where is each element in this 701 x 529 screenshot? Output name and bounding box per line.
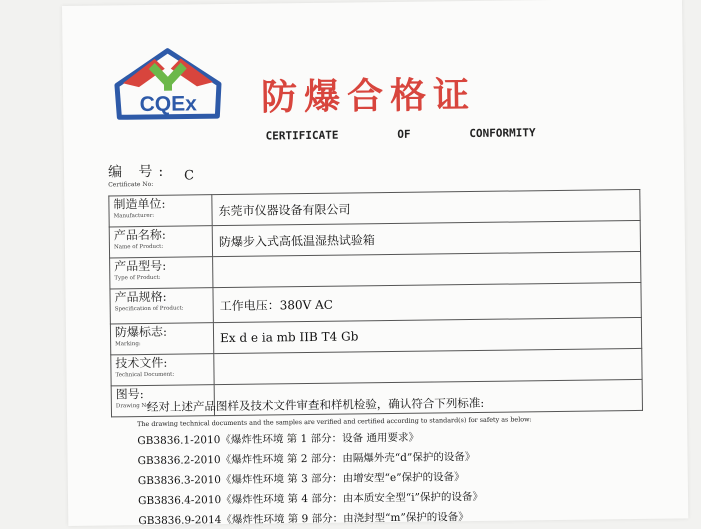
row-label-en: Type of Product: [114, 274, 161, 282]
row-label [110, 323, 213, 355]
logo-green-y [149, 62, 187, 90]
intro-text-en: The drawing technical documents and the samples are verified and certified according to standard(s) for safety as below: [137, 415, 532, 429]
row-value-manufacturer: 东莞市仪器设备有限公司 [212, 189, 640, 225]
certificate-no-value: C [183, 168, 195, 184]
standard-item: GB3836.2-2010《爆炸性环境 第 2 部分：由隔爆外壳“d”保护的设备》 [137, 450, 476, 468]
certificate-title-cn: 防爆合格证 [260, 73, 477, 119]
intro-text-cn: 经对上述产品图样及技术文件审查和样机检验，确认符合下列标准: [146, 395, 485, 414]
row-value-specification: 工作电压：380V AC [213, 282, 641, 322]
row-label-en: Specification of Product: [114, 305, 184, 313]
row-label-cn: 产品规格: [114, 289, 167, 305]
row-label-en: Marking: [115, 341, 141, 348]
standard-item: GB3836.3-2010《爆炸性环境 第 3 部分：由增安型“e”保护的设备》 [137, 471, 465, 488]
row-label-cn: 技术文件: [115, 355, 168, 371]
row-label-cn: 产品名称: [113, 227, 166, 243]
row-label [111, 354, 214, 386]
row-label-cn: 图号: [115, 387, 144, 402]
row-label-en: Manufacturer: [113, 212, 155, 220]
certificate-no-label: 编 号: [107, 163, 170, 181]
standard-item: GB3836.1-2010《爆炸性环境 第 1 部分：设备 通用要求》 [137, 431, 420, 448]
standard-item: GB3836.9-2014《爆炸性环境 第 9 部分：由浇封型“m”保护的设备》 [138, 511, 469, 528]
row-label [110, 257, 213, 289]
row-value-product-name: 防爆步入式高低温湿热试验箱 [212, 220, 640, 256]
title-en-word: OF [397, 127, 411, 141]
row-label [109, 226, 212, 258]
certificate-title-en [266, 126, 536, 142]
title-en-word: CERTIFICATE [265, 128, 339, 143]
certificate-sheet [62, 0, 688, 526]
row-label-en: Technical Document: [115, 371, 175, 379]
logo-text: CQEx [139, 92, 197, 117]
verification-statement [137, 393, 659, 528]
row-label-cn: 防爆标志: [114, 324, 168, 340]
row-label-en: Drawing No: [115, 402, 152, 410]
row-label-cn: 产品型号: [114, 258, 167, 274]
certificate-no-label-en: Certificate No: [108, 180, 154, 189]
row-label-en: Name of Product: [113, 243, 164, 251]
product-info-table [108, 189, 643, 417]
row-value-marking: Ex d e ia mb IIB T4 Gb [213, 317, 641, 353]
title-en-word: CONFORMITY [469, 126, 536, 141]
cqex-logo [108, 44, 227, 123]
row-label-cn: 制造单位: [113, 196, 166, 212]
row-label [110, 288, 213, 324]
row-label [109, 195, 212, 227]
standard-item: GB3836.4-2010《爆炸性环境 第 4 部分：由本质安全型“i”保护的设备》 [137, 490, 484, 508]
